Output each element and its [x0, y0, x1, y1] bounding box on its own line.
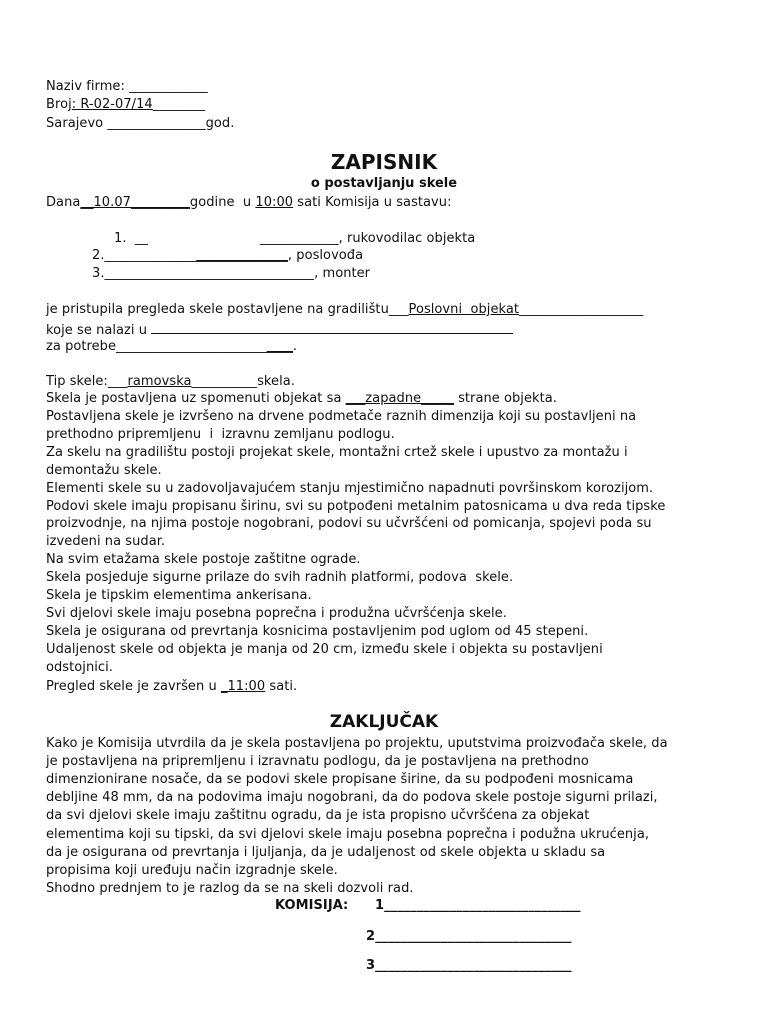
scaffold-type-line — [46, 373, 295, 391]
conclusion-title: ZAKLJUČAK — [329, 712, 439, 732]
body-line: prethodno pripremljenu i izravnu zemljanu podlogu. — [46, 426, 395, 442]
body-line: Elementi skele su u zadovoljavajućem stanju mjestimično napadnuti površinskom korozijom. — [46, 480, 654, 496]
body-line: Postavljena skele je izvršeno na drvene podmetače raznih dimenzija koji su postavljeni na — [46, 409, 637, 424]
side-text: Skela je postavljena uz spomenuti objekat sa — [46, 391, 346, 406]
conclusion-line: propisima koji uređuju način izgradnje skele. — [46, 862, 338, 878]
purpose-underline: ____ — [266, 339, 293, 354]
conclusion-line: je postavljena na pripremljenu i izravnatu podlogu, da je postavljena na prethodno — [46, 754, 589, 770]
purpose-text: za potrebe_______________________ — [46, 339, 267, 354]
firm-name-line: Naziv firme: ____________ — [46, 79, 208, 94]
member-3 — [92, 265, 370, 283]
location-line — [46, 320, 513, 340]
document-number-line — [46, 96, 205, 114]
side-line — [46, 390, 557, 408]
body-line: proizvodnje, na njima postoje nogobrani, podovi su učvršćeni od pomicanja, spojevi poda su — [46, 516, 652, 532]
site-value: Poslovni objekat — [408, 302, 520, 317]
commission-label: KOMISIJA: — [275, 898, 349, 913]
date-line — [46, 194, 452, 212]
member-1-role: , rukovodilac objekta — [338, 231, 476, 246]
body-line: Skela je osigurana od prevrtanja kosnicima postavljenim pod uglom od 45 stepeni. — [46, 623, 589, 639]
type-tail: skela. — [257, 374, 295, 389]
member-1-line: ____________ — [259, 231, 339, 246]
body-line: Udaljenost skele od objekta je manja od 20 cm, između skele i objekta su postavljeni — [46, 641, 603, 657]
member-2-role: , poslovođa — [287, 248, 364, 263]
inspection-end-line — [46, 678, 297, 696]
purpose-line — [46, 338, 297, 356]
member-2-line-u: ______________ — [196, 248, 288, 263]
body-line: Skela posjeduje sigurne prilaze do svih radnih platformi, podova skele. — [46, 570, 514, 586]
signature-line-2: 2______________________________ — [366, 929, 572, 944]
date-value: __10.07_________ — [80, 195, 190, 210]
member-2 — [92, 247, 363, 265]
member-3-line: 3.________________________________ — [92, 266, 315, 281]
date-mid: godine u — [189, 195, 256, 210]
body-line: izvedeni na sudar. — [46, 534, 166, 550]
member-1 — [114, 230, 475, 248]
document-subtitle: o postavljanju skele — [310, 176, 458, 191]
type-blank: __________ — [191, 374, 258, 389]
site-line — [46, 301, 643, 319]
type-label: Tip skele:___ — [46, 374, 128, 389]
location-label: koje se nalazi u — [46, 323, 152, 338]
conclusion-line: da je osigurana od prevrtanja i ljuljanja, da je udaljenost od skele objekta u skladu sa — [46, 844, 606, 860]
date-tail: sati Komisija u sastavu: — [293, 195, 452, 210]
body-line: demontažu skele. — [46, 462, 162, 478]
member-3-role: , monter — [314, 266, 371, 281]
date-label: Dana — [46, 195, 81, 210]
member-2-line: 2.______________ — [92, 248, 197, 263]
broj-value: : R-02-07/14 — [71, 97, 153, 112]
conclusion-line: Kako je Komisija utvrdila da je skela postavljena po projektu, uputstvima proizvođača skele, da — [46, 736, 668, 751]
member-1-number: 1. __ — [114, 231, 148, 246]
end-tail: sati. — [265, 679, 298, 694]
signature-line-3: 3______________________________ — [366, 958, 572, 973]
broj-tail: ________ — [152, 97, 206, 112]
body-line: Podovi skele imaju propisanu širinu, svi su potpođeni metalnim patosnicama u dva reda tipske — [46, 498, 666, 514]
end-time: _11:00 — [220, 679, 266, 694]
signature-line-1: 1______________________________ — [375, 898, 581, 913]
conclusion-line: elementima koji su tipski, da svi djelovi skele imaju posebna poprečna i podužna ukrućenja, — [46, 826, 650, 842]
body-line: Za skelu na gradilištu postoji projekat skele, montažni crtež skele i upustvo za montažu i — [46, 444, 628, 460]
side-tail: strane objekta. — [453, 391, 557, 406]
type-value: ramovska — [127, 374, 192, 389]
time-value: 10:00 — [255, 195, 294, 210]
body-line: Svi djelovi skele imaju posebna poprečna i produžna učvršćenja skele. — [46, 605, 507, 621]
body-line: odstojnici. — [46, 659, 113, 675]
conclusion-line: da svi djelovi skele imaju zaštitnu ogradu, da je ista propisno učvršćena za objekat — [46, 808, 590, 824]
end-text: Pregled skele je završen u — [46, 679, 221, 694]
conclusion-line: Shodno prednjem to je razlog da se na skeli dozvoli rad. — [46, 880, 414, 896]
body-line: Na svim etažama skele postoje zaštitne ograde. — [46, 552, 361, 568]
broj-label: Broj — [46, 97, 72, 112]
conclusion-line: dimenzionirane nosače, da se podovi skele propisane širine, da su podpođeni mosnicama — [46, 772, 634, 788]
body-line: Skela je tipskim elementima ankerisana. — [46, 588, 312, 603]
document-title: ZAPISNIK — [330, 150, 438, 174]
site-tail: ___________________ — [519, 302, 644, 317]
site-text: je pristupila pregleda skele postavljene na gradilištu___ — [46, 302, 409, 317]
location-blank — [151, 320, 513, 334]
conclusion-line: debljine 48 mm, da na podovima imaju nogobrani, da do podova skele postoje sigurni prilazi, — [46, 790, 658, 806]
side-value: ___zapadne_____ — [345, 391, 454, 406]
purpose-period: . — [292, 339, 298, 354]
city-line: Sarajevo _______________god. — [46, 116, 235, 131]
